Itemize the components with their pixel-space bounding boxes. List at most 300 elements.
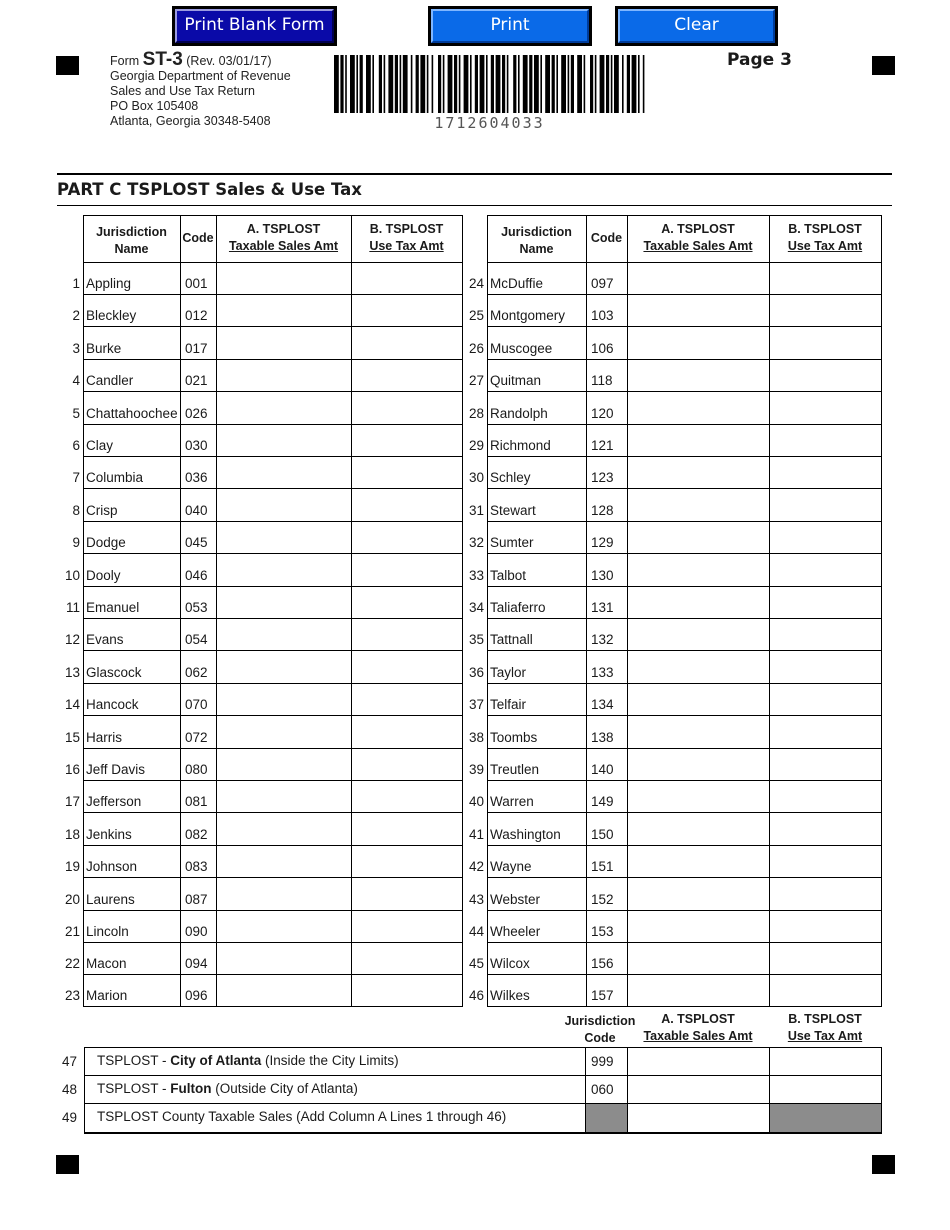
jurisdiction-name: Treutlen <box>490 762 540 777</box>
barcode-bar <box>416 55 419 113</box>
tsplost-use-tax-input[interactable] <box>770 975 881 1006</box>
jurisdiction-code: 130 <box>591 568 614 583</box>
tsplost-taxable-sales-input[interactable] <box>217 943 351 974</box>
tsplost-taxable-sales-input[interactable] <box>217 554 351 586</box>
bottom-header-col-a <box>627 1011 769 1045</box>
jurisdiction-name: Randolph <box>490 406 548 421</box>
tsplost-use-tax-input[interactable] <box>352 360 462 391</box>
barcode-bar <box>552 55 555 113</box>
line-number: 37 <box>468 697 484 712</box>
barcode-bar <box>638 55 640 113</box>
registration-mark-bottom-left <box>56 1155 79 1174</box>
barcode-bar <box>632 55 637 113</box>
line-number: 21 <box>64 924 80 939</box>
header-a-subtitle: Taxable Sales Amt <box>228 239 339 253</box>
tsplost-taxable-sales-input[interactable] <box>217 263 351 294</box>
line-number: 20 <box>64 892 80 907</box>
jurisdiction-name: Jefferson <box>86 794 142 809</box>
barcode-bar <box>350 55 355 113</box>
tsplost-taxable-sales-input[interactable] <box>217 425 351 456</box>
tsplost-taxable-sales-input[interactable] <box>217 522 351 553</box>
jurisdiction-code: 080 <box>185 762 208 777</box>
header-b-title: B. TSPLOST <box>369 222 444 236</box>
jurisdiction-code: 096 <box>185 988 208 1003</box>
tsplost-taxable-sales-input[interactable] <box>628 554 769 586</box>
jurisdiction-code: 129 <box>591 535 614 550</box>
barcode-bar <box>600 55 605 113</box>
barcode-bar <box>540 55 542 113</box>
line-number: 9 <box>72 535 80 550</box>
jurisdiction-code: 121 <box>591 438 614 453</box>
jurisdiction-code: 072 <box>185 730 208 745</box>
jurisdiction-name: Lincoln <box>86 924 129 939</box>
tsplost-use-tax-input[interactable] <box>352 489 462 521</box>
jurisdiction-name: Stewart <box>490 503 536 518</box>
header-juris-text: Jurisdiction <box>564 1014 636 1028</box>
print-blank-form-button[interactable] <box>172 6 337 46</box>
barcode-bar <box>400 55 402 113</box>
tsplost-taxable-sales-input[interactable] <box>628 295 769 326</box>
tsplost-use-tax-input[interactable] <box>352 425 462 456</box>
shaded-code-cell-49 <box>586 1104 627 1132</box>
jurisdiction-name: Emanuel <box>86 600 140 615</box>
print-blank-form-label: Print Blank Form <box>175 9 334 43</box>
line-number: 10 <box>64 568 80 583</box>
tsplost-taxable-sales-input[interactable] <box>217 716 351 748</box>
section-rule-top <box>57 173 892 175</box>
left-table-top-border <box>83 215 463 216</box>
tsplost-taxable-sales-input[interactable] <box>628 813 769 845</box>
jurisdiction-code: 083 <box>185 859 208 874</box>
tsplost-use-tax-input[interactable] <box>352 846 462 877</box>
jurisdiction-name: Dodge <box>86 535 126 550</box>
jurisdiction-name: Bleckley <box>86 308 137 323</box>
tsplost-use-tax-input[interactable] <box>352 392 462 424</box>
jurisdiction-name: Glascock <box>86 665 142 680</box>
barcode-bar <box>491 55 494 113</box>
barcode-bar <box>577 55 582 113</box>
jurisdiction-code: 046 <box>185 568 208 583</box>
barcode-bar <box>611 55 613 113</box>
tsplost-taxable-sales-input[interactable] <box>628 911 769 942</box>
tsplost-taxable-sales-input[interactable] <box>217 975 351 1006</box>
tsplost-use-tax-input[interactable] <box>352 619 462 650</box>
tsplost-taxable-sales-input[interactable] <box>217 813 351 845</box>
line-number: 19 <box>64 859 80 874</box>
barcode-bar <box>518 55 520 113</box>
jurisdiction-code: 021 <box>185 373 208 388</box>
tsplost-taxable-sales-input[interactable] <box>628 878 769 910</box>
line-number: 16 <box>64 762 80 777</box>
jurisdiction-code: 132 <box>591 632 614 647</box>
line-number: 26 <box>468 341 484 356</box>
barcode-bar <box>529 55 532 113</box>
jurisdiction-code: 090 <box>185 924 208 939</box>
form-prefix: Form <box>110 54 140 68</box>
line-number: 15 <box>64 730 80 745</box>
tsplost-use-tax-input[interactable] <box>770 457 881 488</box>
tsplost-taxable-sales-input[interactable] <box>628 457 769 488</box>
line-number: 25 <box>468 308 484 323</box>
registration-mark-top-right <box>872 56 895 75</box>
shaded-use-tax-cell-49 <box>770 1104 881 1132</box>
jurisdiction-name: Webster <box>490 892 541 907</box>
jurisdiction-code: 999 <box>591 1054 614 1069</box>
barcode-bar <box>545 55 550 113</box>
tsplost-taxable-sales-input[interactable] <box>628 587 769 618</box>
tsplost-taxable-sales-input[interactable] <box>628 781 769 812</box>
jurisdiction-name: Taliaferro <box>490 600 546 615</box>
barcode-bar <box>502 55 505 113</box>
barcode-bar <box>480 55 485 113</box>
barcode-bar <box>459 55 461 113</box>
left-header-col-b <box>351 221 462 255</box>
tsplost-use-tax-input[interactable] <box>352 651 462 683</box>
left-table-left-border <box>83 215 84 1006</box>
tsplost-taxable-sales-input[interactable] <box>628 846 769 877</box>
jurisdiction-code: 140 <box>591 762 614 777</box>
jurisdiction-code: 151 <box>591 859 614 874</box>
jurisdiction-name: Wayne <box>490 859 532 874</box>
print-button[interactable] <box>428 6 592 46</box>
tsplost-use-tax-input[interactable] <box>352 813 462 845</box>
line-number: 32 <box>468 535 484 550</box>
line-number: 40 <box>468 794 484 809</box>
tsplost-taxable-sales-input[interactable] <box>628 327 769 359</box>
tsplost-taxable-sales-input[interactable] <box>628 716 769 748</box>
jurisdiction-code: 017 <box>185 341 208 356</box>
description-jurisdiction: City of Atlanta <box>170 1053 262 1068</box>
barcode-bar <box>475 55 478 113</box>
barcode-bar <box>340 55 343 113</box>
barcode-bar <box>420 55 425 113</box>
barcode-bar <box>571 55 574 113</box>
tsplost-taxable-sales-input[interactable] <box>628 425 769 456</box>
line-number: 42 <box>468 859 484 874</box>
jurisdiction-name: Wilkes <box>490 988 530 1003</box>
line-number: 48 <box>61 1082 77 1097</box>
barcode-bar <box>379 55 382 113</box>
tsplost-use-tax-input[interactable] <box>352 457 462 488</box>
tsplost-use-tax-input[interactable] <box>770 813 881 845</box>
tsplost-taxable-sales-input[interactable] <box>217 911 351 942</box>
jurisdiction-code: 123 <box>591 470 614 485</box>
header-b-title: B. TSPLOST <box>788 1012 862 1026</box>
tsplost-taxable-sales-input[interactable] <box>217 457 351 488</box>
jurisdiction-code: 153 <box>591 924 614 939</box>
tsplost-use-tax-input[interactable] <box>352 716 462 748</box>
line-number: 5 <box>72 406 80 421</box>
header-a-title: A. TSPLOST <box>661 222 735 236</box>
right-header-col-b <box>769 221 881 255</box>
tsplost-taxable-sales-input[interactable] <box>628 619 769 650</box>
tsplost-use-tax-input[interactable] <box>352 684 462 715</box>
tsplost-use-tax-input[interactable] <box>770 651 881 683</box>
tsplost-use-tax-input[interactable] <box>352 554 462 586</box>
header-jurisdiction-text: Jurisdiction <box>96 225 167 239</box>
tsplost-taxable-sales-input[interactable] <box>628 1048 769 1075</box>
section-rule-bottom <box>57 205 892 206</box>
line-number: 13 <box>64 665 80 680</box>
tsplost-use-tax-input[interactable] <box>770 684 881 715</box>
tsplost-use-tax-input[interactable] <box>770 1048 881 1075</box>
barcode-bar <box>372 55 374 113</box>
barcode-bar <box>395 55 398 113</box>
line-number: 44 <box>468 924 484 939</box>
tsplost-use-tax-input[interactable] <box>352 943 462 974</box>
jurisdiction-name: Chattahoochee <box>86 406 178 421</box>
tsplost-use-tax-input[interactable] <box>770 587 881 618</box>
line-number: 4 <box>72 373 80 388</box>
jurisdiction-code: 134 <box>591 697 614 712</box>
tsplost-taxable-sales-input[interactable] <box>217 392 351 424</box>
line-number: 46 <box>468 988 484 1003</box>
line-number: 36 <box>468 665 484 680</box>
jurisdiction-code: 118 <box>591 373 613 388</box>
tsplost-taxable-sales-input[interactable] <box>217 619 351 650</box>
tsplost-use-tax-input[interactable] <box>352 327 462 359</box>
right-header-code: Code <box>590 231 623 245</box>
tsplost-use-tax-input[interactable] <box>352 911 462 942</box>
header-name-text: Name <box>114 242 149 256</box>
tsplost-taxable-sales-input[interactable] <box>217 684 351 715</box>
tsplost-taxable-sales-input[interactable] <box>628 749 769 780</box>
jurisdiction-name: Quitman <box>490 373 542 388</box>
tsplost-use-tax-input[interactable] <box>770 360 881 391</box>
barcode-bar <box>496 55 501 113</box>
clear-button[interactable] <box>615 6 778 46</box>
right-row-divider <box>487 1006 882 1007</box>
tsplost-use-tax-input[interactable] <box>352 975 462 1006</box>
tsplost-use-tax-input[interactable] <box>770 781 881 812</box>
jurisdiction-code: 138 <box>591 730 614 745</box>
line-number: 31 <box>468 503 484 518</box>
barcode-bar <box>470 55 472 113</box>
jurisdiction-name: Washington <box>490 827 561 842</box>
jurisdiction-code: 040 <box>185 503 208 518</box>
left-header-col-a <box>216 221 351 255</box>
tsplost-taxable-sales-input[interactable] <box>628 1076 769 1103</box>
tsplost-use-tax-input[interactable] <box>770 263 881 294</box>
line-number: 24 <box>468 276 484 291</box>
header-name-text: Name <box>519 242 554 256</box>
barcode-bar <box>622 55 624 113</box>
jurisdiction-name: Candler <box>86 373 134 388</box>
tsplost-use-tax-input[interactable] <box>352 587 462 618</box>
barcode-bar <box>345 55 347 113</box>
header-a-subtitle: Taxable Sales Amt <box>643 1029 753 1043</box>
barcode-bar <box>584 55 586 113</box>
jurisdiction-name: Johnson <box>86 859 138 874</box>
tsplost-taxable-sales-input[interactable] <box>217 781 351 812</box>
line-number: 41 <box>468 827 484 842</box>
line-number: 22 <box>64 956 80 971</box>
jurisdiction-code: 036 <box>185 470 208 485</box>
jurisdiction-name: Telfair <box>490 697 527 712</box>
form-number: ST-3 <box>142 49 183 70</box>
jurisdiction-code: 030 <box>185 438 208 453</box>
header-jurisdiction-text: Jurisdiction <box>501 225 572 239</box>
jurisdiction-name: Marion <box>86 988 128 1003</box>
jurisdiction-name: Muscogee <box>490 341 553 356</box>
tsplost-taxable-sales-input[interactable] <box>628 651 769 683</box>
barcode-bar <box>427 55 429 113</box>
tsplost-taxable-sales-input[interactable] <box>628 263 769 294</box>
line-number: 33 <box>468 568 484 583</box>
barcode-bar <box>561 55 566 113</box>
line-number: 17 <box>64 794 80 809</box>
tsplost-use-tax-input[interactable] <box>352 781 462 812</box>
tsplost-use-tax-input[interactable] <box>770 749 881 780</box>
bottom-right-border <box>881 1047 882 1132</box>
tsplost-use-tax-input[interactable] <box>770 846 881 877</box>
jurisdiction-name: Dooly <box>86 568 121 583</box>
tsplost-use-tax-input[interactable] <box>770 1076 881 1103</box>
jurisdiction-code: 156 <box>591 956 614 971</box>
tsplost-taxable-sales-input[interactable] <box>628 684 769 715</box>
jurisdiction-code: 120 <box>591 406 614 421</box>
tsplost-use-tax-input[interactable] <box>770 522 881 553</box>
line-number: 8 <box>72 503 80 518</box>
right-table-left-border <box>487 215 488 1006</box>
tsplost-taxable-sales-input[interactable] <box>217 295 351 326</box>
tsplost-use-tax-input[interactable] <box>770 943 881 974</box>
tsplost-use-tax-input[interactable] <box>352 295 462 326</box>
jurisdiction-code: 131 <box>591 600 614 615</box>
barcode-bar <box>454 55 457 113</box>
tsplost-taxable-sales-input[interactable] <box>628 489 769 521</box>
agency-name: Georgia Department of Revenue <box>110 69 291 83</box>
barcode-bar <box>464 55 469 113</box>
header-code-text: Code <box>584 1031 616 1045</box>
description-suffix: (Inside the City Limits) <box>261 1053 399 1068</box>
city-address: Atlanta, Georgia 30348-5408 <box>110 114 271 128</box>
line-number: 3 <box>72 341 80 356</box>
left-table-right-border <box>462 215 463 1006</box>
tsplost-use-tax-input[interactable] <box>770 327 881 359</box>
left-header-jurisdiction-name <box>83 224 180 258</box>
description-prefix: TSPLOST - <box>97 1081 171 1096</box>
bottom-row-description <box>97 1109 506 1124</box>
tsplost-use-tax-input[interactable] <box>770 878 881 910</box>
barcode-bar <box>360 55 363 113</box>
right-col-divider-code <box>586 215 587 1006</box>
barcode-bar <box>438 55 441 113</box>
jurisdiction-code: 053 <box>185 600 208 615</box>
tsplost-taxable-sales-input[interactable] <box>217 878 351 910</box>
header-b-title: B. TSPLOST <box>788 222 862 236</box>
barcode-number: 1712604033 <box>434 114 545 132</box>
tsplost-use-tax-input[interactable] <box>352 263 462 294</box>
left-col-divider-code <box>180 215 181 1006</box>
bottom-row-description <box>97 1081 358 1096</box>
barcode-bar <box>513 55 516 113</box>
jurisdiction-name: Sumter <box>490 535 534 550</box>
barcode-bar <box>523 55 528 113</box>
barcode-bar <box>411 55 413 113</box>
line-number: 43 <box>468 892 484 907</box>
tsplost-taxable-sales-input[interactable] <box>217 846 351 877</box>
jurisdiction-code: 133 <box>591 665 614 680</box>
barcode-bar <box>606 55 609 113</box>
tsplost-use-tax-input[interactable] <box>352 749 462 780</box>
jurisdiction-name: Taylor <box>490 665 527 680</box>
right-header-jurisdiction-name <box>487 224 586 258</box>
description-prefix: TSPLOST County Taxable Sales (Add Column A Lines 1 through 46) <box>97 1109 507 1124</box>
barcode-bar <box>614 55 619 113</box>
tsplost-use-tax-input[interactable] <box>770 911 881 942</box>
tsplost-taxable-sales-input[interactable] <box>217 651 351 683</box>
description-prefix: TSPLOST - <box>97 1053 171 1068</box>
jurisdiction-code: 087 <box>185 892 208 907</box>
jurisdiction-name: Wilcox <box>490 956 530 971</box>
barcode-bar <box>568 55 570 113</box>
line-number: 34 <box>468 600 484 615</box>
tsplost-use-tax-input[interactable] <box>352 522 462 553</box>
barcode-bar <box>643 55 645 113</box>
jurisdiction-code: 026 <box>185 406 208 421</box>
header-b-subtitle: Use Tax Amt <box>787 1029 863 1043</box>
tsplost-use-tax-input[interactable] <box>770 554 881 586</box>
line-number: 2 <box>72 308 80 323</box>
tsplost-taxable-sales-input[interactable] <box>217 360 351 391</box>
part-title: PART C TSPLOST Sales & Use Tax <box>57 180 362 199</box>
line-number: 7 <box>72 470 80 485</box>
jurisdiction-name: Toombs <box>490 730 538 745</box>
tsplost-taxable-sales-input[interactable] <box>217 587 351 618</box>
jurisdiction-code: 149 <box>591 794 614 809</box>
tsplost-use-tax-input[interactable] <box>770 392 881 424</box>
header-a-subtitle: Taxable Sales Amt <box>643 239 753 253</box>
tsplost-use-tax-input[interactable] <box>770 716 881 748</box>
tsplost-use-tax-input[interactable] <box>352 878 462 910</box>
tsplost-use-tax-input[interactable] <box>770 619 881 650</box>
tsplost-taxable-sales-input[interactable] <box>217 327 351 359</box>
jurisdiction-code: 062 <box>185 665 208 680</box>
tsplost-taxable-sales-input[interactable] <box>628 360 769 391</box>
tsplost-taxable-sales-input[interactable] <box>628 1104 769 1132</box>
tsplost-taxable-sales-input[interactable] <box>628 943 769 974</box>
jurisdiction-code: 106 <box>591 341 614 356</box>
tsplost-taxable-sales-input[interactable] <box>217 489 351 521</box>
tsplost-taxable-sales-input[interactable] <box>628 975 769 1006</box>
jurisdiction-name: Burke <box>86 341 122 356</box>
tsplost-taxable-sales-input[interactable] <box>217 749 351 780</box>
line-number: 18 <box>64 827 80 842</box>
tsplost-use-tax-input[interactable] <box>770 295 881 326</box>
tsplost-taxable-sales-input[interactable] <box>628 522 769 553</box>
left-header-code: Code <box>182 231 214 245</box>
tsplost-taxable-sales-input[interactable] <box>628 392 769 424</box>
form-revision: (Rev. 03/01/17) <box>186 54 272 68</box>
barcode-bar <box>595 55 597 113</box>
barcode-bar <box>448 55 453 113</box>
line-number: 12 <box>64 632 80 647</box>
tsplost-use-tax-input[interactable] <box>770 489 881 521</box>
left-row-divider <box>83 1006 463 1007</box>
jurisdiction-code: 045 <box>185 535 208 550</box>
jurisdiction-name: Appling <box>86 276 132 291</box>
barcode-bar <box>590 55 593 113</box>
tsplost-use-tax-input[interactable] <box>770 425 881 456</box>
bottom-left-border <box>84 1047 85 1132</box>
right-table-top-border <box>487 215 882 216</box>
jurisdiction-code: 070 <box>185 697 208 712</box>
line-number: 45 <box>468 956 484 971</box>
registration-mark-bottom-right <box>872 1155 895 1174</box>
jurisdiction-name: Columbia <box>86 470 144 485</box>
line-number: 29 <box>468 438 484 453</box>
